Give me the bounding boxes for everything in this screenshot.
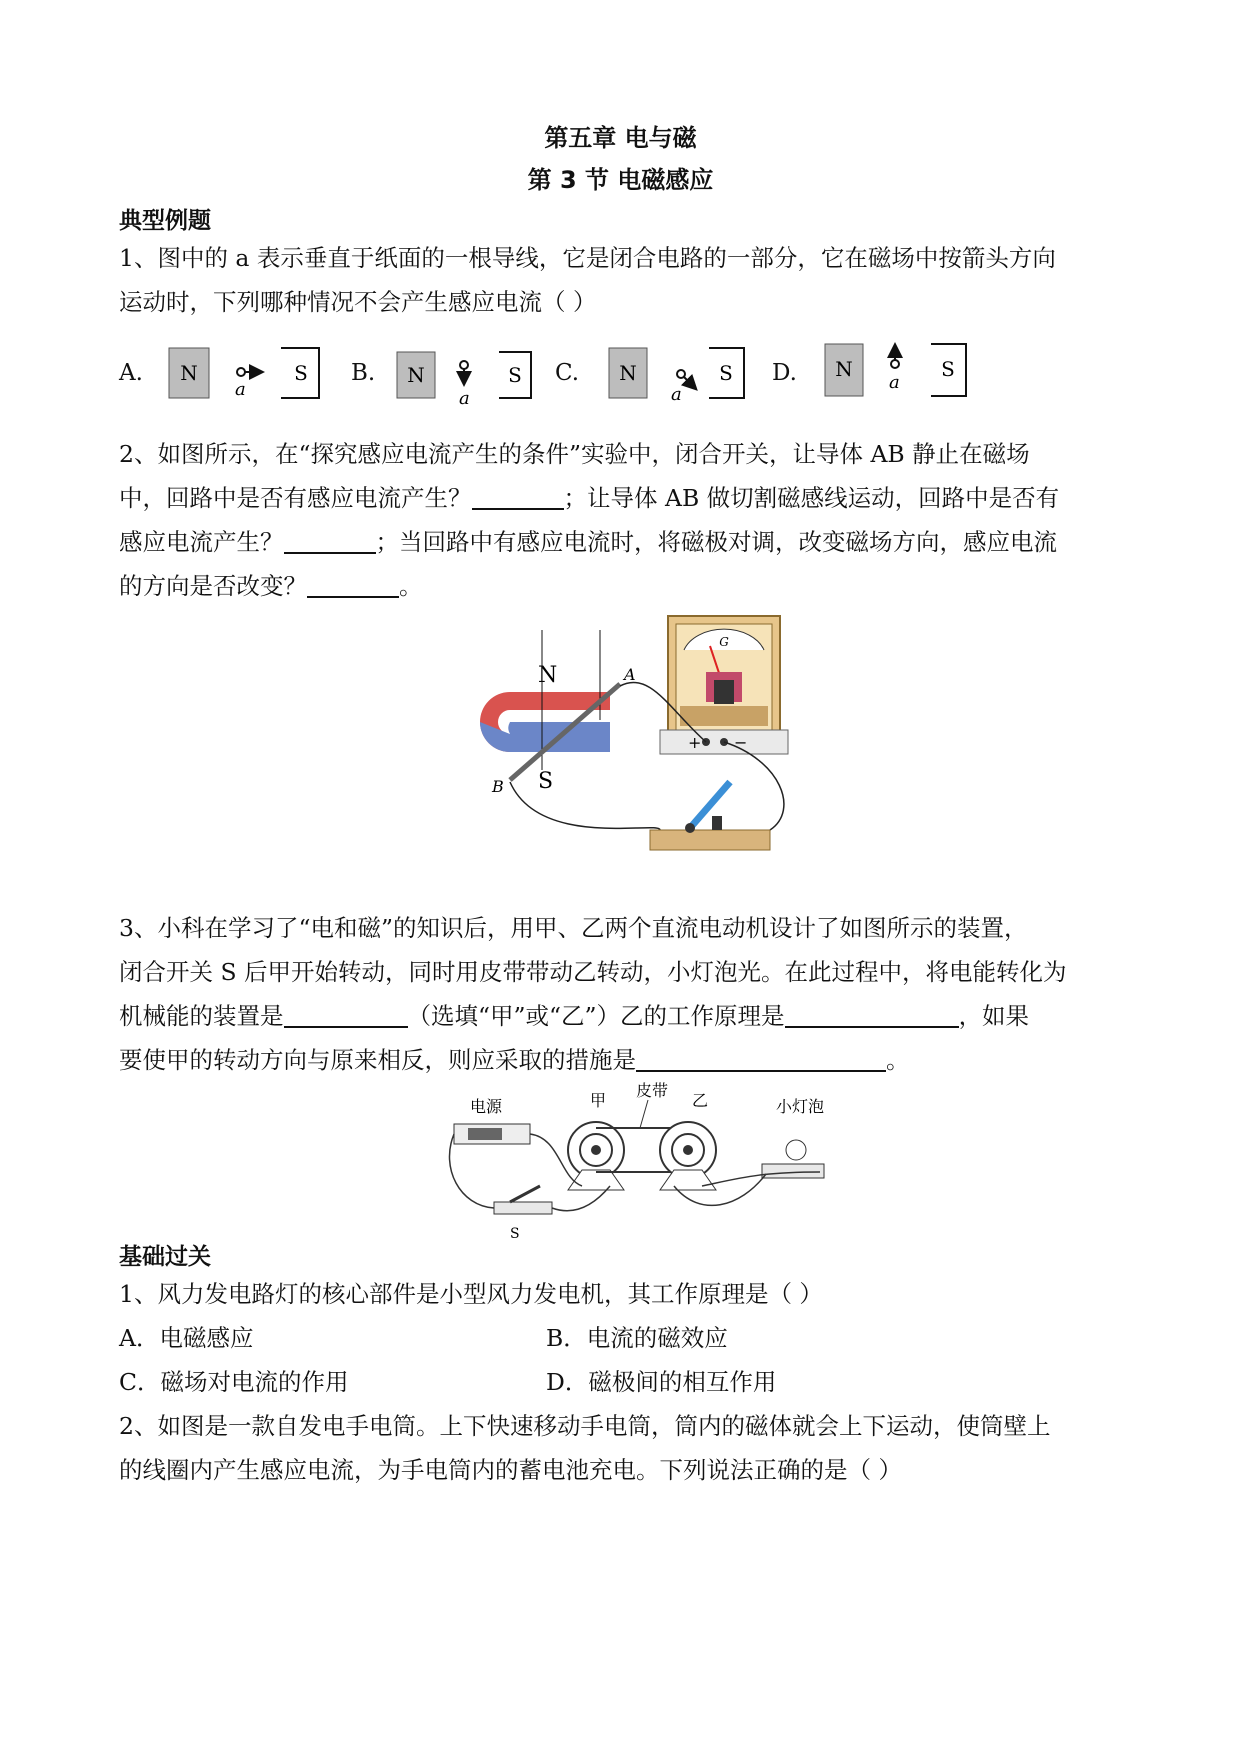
option-c-label: C. [555, 360, 580, 386]
chapter-title: 第五章 电与磁 [544, 124, 697, 152]
q3-line3-text-b: （选填“甲”或“乙”）乙的工作原理是 [407, 1002, 785, 1030]
q2-line4-text-b: 。 [399, 572, 423, 600]
power-source [454, 1097, 530, 1144]
option-d-label: D. [772, 360, 797, 386]
q3-line3-text-c: ，如果 [958, 1002, 1030, 1030]
option-a-figure [169, 348, 319, 400]
q1-stem-line2: 运动时，下列哪种情况不会产生感应电流（ ） [119, 288, 597, 316]
north-pole-label: N [407, 363, 425, 387]
q2-blank-1[interactable] [472, 482, 564, 510]
motor-jia [568, 1091, 624, 1190]
switch-s [494, 1186, 552, 1240]
option-d-figure [825, 344, 966, 396]
knife-switch [650, 782, 770, 850]
belt-label: 皮带 [636, 1081, 669, 1100]
south-pole-label: S [508, 363, 522, 387]
wire-a-label: a [459, 388, 470, 409]
basic-q1-option-b[interactable]: B．电流的磁效应 [546, 1324, 728, 1352]
q3-line4 [119, 1038, 1129, 1082]
q3-line2: 闭合开关 S 后甲开始转动，同时用皮带带动乙转动，小灯泡光。在此过程中，将电能转化为 [119, 958, 1067, 986]
terminal-minus-label: − [734, 733, 748, 752]
q2-line2-text-a: 中，回路中是否有感应电流产生？ [119, 484, 472, 512]
q2-line3-text-a: 感应电流产生？ [119, 528, 284, 556]
bulb-label: 小灯泡 [776, 1097, 825, 1116]
q2-line3-text-b: ；当回路中有感应电流时，将磁极对调，改变磁场方向，感应电流 [375, 528, 1057, 556]
galvanometer-g-label: G [719, 635, 729, 649]
motor-yi [660, 1091, 716, 1190]
q3-blank-1[interactable] [284, 1000, 408, 1028]
q2-blank-2[interactable] [284, 526, 376, 554]
section-title: 第 3 节 电磁感应 [527, 166, 714, 194]
galvanometer [660, 616, 788, 754]
q2-line3 [119, 520, 1129, 564]
basic-q2-line2: 的线圈内产生感应电流，为手电筒内的蓄电池充电。下列说法正确的是（ ） [119, 1456, 902, 1484]
motor-yi-label: 乙 [692, 1091, 709, 1110]
q3-line3 [119, 994, 1129, 1038]
north-pole-label: N [619, 361, 637, 385]
option-c-figure [609, 348, 744, 405]
q2-line4 [119, 564, 1129, 608]
q2-line1: 2、如图所示，在“探究感应电流产生的条件”实验中，闭合开关，让导体 AB 静止在磁场 [119, 440, 1030, 468]
switch-label: S [510, 1226, 520, 1240]
south-pole-label: S [941, 357, 955, 381]
option-a-label: A. [119, 360, 143, 386]
point-b-label: B [492, 777, 504, 796]
q3-line4-text-b: 。 [886, 1046, 910, 1074]
basic-q1-option-d[interactable]: D．磁极间的相互作用 [546, 1368, 777, 1396]
motor-jia-label: 甲 [590, 1091, 607, 1110]
basic-q2-line1: 2、如图是一款自发电手电筒。上下快速移动手电筒，筒内的磁体就会上下运动，使筒壁上 [119, 1412, 1051, 1440]
north-pole-label: N [835, 357, 853, 381]
q3-blank-2[interactable] [785, 1000, 959, 1028]
q1-stem-line1: 1、图中的 a 表示垂直于纸面的一根导线，它是闭合电路的一部分，它在磁场中按箭头方向 [119, 244, 1056, 272]
q3-line4-text-a: 要使甲的转动方向与原来相反，则应采取的措施是 [119, 1046, 636, 1074]
basic-q1-option-c[interactable]: C．磁场对电流的作用 [119, 1368, 349, 1396]
north-pole-label: N [180, 361, 198, 385]
q3-line3-text-a: 机械能的装置是 [119, 1002, 284, 1030]
q2-line2 [119, 476, 1129, 520]
wire-a-label: a [235, 379, 246, 400]
q2-line2-text-b: ；让导体 AB 做切割磁感线运动，回路中是否有 [563, 484, 1060, 512]
magnet-south-label: S [538, 769, 554, 794]
q2-line4-text-a: 的方向是否改变？ [119, 572, 307, 600]
small-bulb [762, 1097, 824, 1178]
point-a-label: A [624, 665, 636, 684]
basic-heading: 基础过关 [119, 1244, 211, 1270]
basic-q1-option-a[interactable]: A．电磁感应 [119, 1324, 254, 1352]
magnet-north-label: N [538, 663, 558, 688]
q2-experiment-figure [480, 610, 800, 890]
q3-line1: 3、小科在学习了“电和磁”的知识后，用甲、乙两个直流电动机设计了如图所示的装置， [119, 914, 1028, 942]
south-pole-label: S [294, 361, 308, 385]
power-label: 电源 [470, 1097, 503, 1116]
q3-motor-figure [440, 1078, 840, 1240]
q1-options-figure [119, 340, 1019, 410]
option-b-label: B. [351, 360, 376, 386]
example-heading: 典型例题 [119, 208, 211, 234]
q1-options [119, 340, 1019, 410]
terminal-plus-label: + [688, 733, 702, 752]
q2-blank-3[interactable] [307, 570, 399, 598]
south-pole-label: S [719, 361, 733, 385]
option-b-figure [397, 352, 531, 409]
basic-q1-stem: 1、风力发电路灯的核心部件是小型风力发电机，其工作原理是（ ） [119, 1280, 823, 1308]
q3-blank-3[interactable] [636, 1044, 886, 1072]
wire-a-label: a [889, 372, 900, 393]
wire-a-label: a [671, 384, 682, 405]
